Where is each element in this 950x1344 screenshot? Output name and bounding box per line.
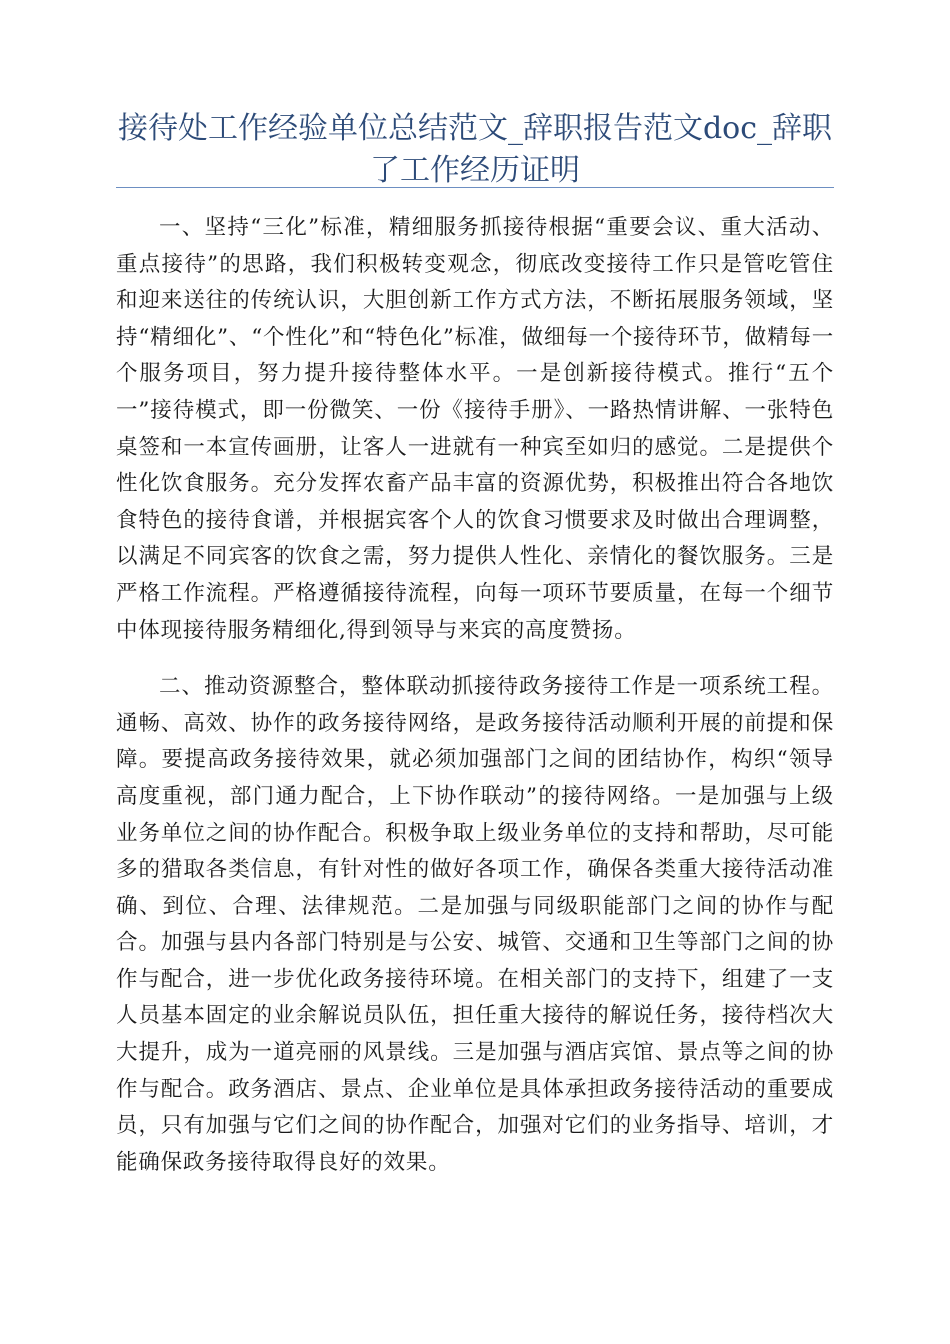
document-body — [116, 210, 834, 1181]
title-underline — [116, 187, 834, 188]
paragraph-2: 二、推动资源整合，整体联动抓接待政务接待工作是一项系统工程。通畅、高效、协作的政务接待网络，是政务接待活动顺利开展的前提和保障。要提高政务接待效果，就必须加强部门之间的团结协作，构织“领导高度重视，部门通力配合，上下协作联动”的接待网络。一是加强与上级业务单位之间的协作配合。积极争取上级业务单位的支持和帮助，尽可能多的猎取各类信息，有针对性的做好各项工作，确保各类重大接待活动准确、到位、合理、法律规范。二是加强与同级职能部门之间的协作与配合。加强与县内各部门特别是与公安、城管、交通和卫生等部门之间的协作与配合，进一步优化政务接待环境。在相关部门的支持下，组建了一支人员基本固定的业余解说员队伍，担任重大接待的解说任务，接待档次大大提升，成为一道亮丽的风景线。三是加强与酒店宾馆、景点等之间的协作与配合。政务酒店、景点、企业单位是具体承担政务接待活动的重要成员，只有加强与它们之间的协作配合，加强对它们的业务指导、培训，才能确保政务接待取得良好的效果。 — [116, 674, 834, 1175]
paragraph-1: 一、坚持“三化”标准，精细服务抓接待根据“重要会议、重大活动、重点接待”的思路，我们积极转变观念，彻底改变接待工作只是管吃管住和迎来送往的传统认识，大胆创新工作方式方法，不断拓展服务领域，坚持“精细化”、“个性化”和“特色化”标准，做细每一个接待环节，做精每一个服务项目，努力提升接待整体水平。一是创新接待模式。推行“五个一”接待模式，即一份微笑、一份《接待手册》、一路热情讲解、一张特色桌签和一本宣传画册，让客人一进就有一种宾至如归的感觉。二是提供个性化饮食服务。充分发挥农畜产品丰富的资源优势，积极推出符合各地饮食特色的接待食谱，并根据宾客个人的饮食习惯要求及时做出合理调整，以满足不同宾客的饮食之需，努力提供人性化、亲情化的餐饮服务。三是严格工作流程。严格遵循接待流程，向每一项环节要质量，在每一个细节中体现接待服务精细化,得到领导与来宾的高度赞扬。 — [116, 215, 834, 643]
document-title: 接待处工作经验单位总结范文_辞职报告范文doc_辞职了工作经历证明 — [117, 111, 833, 188]
